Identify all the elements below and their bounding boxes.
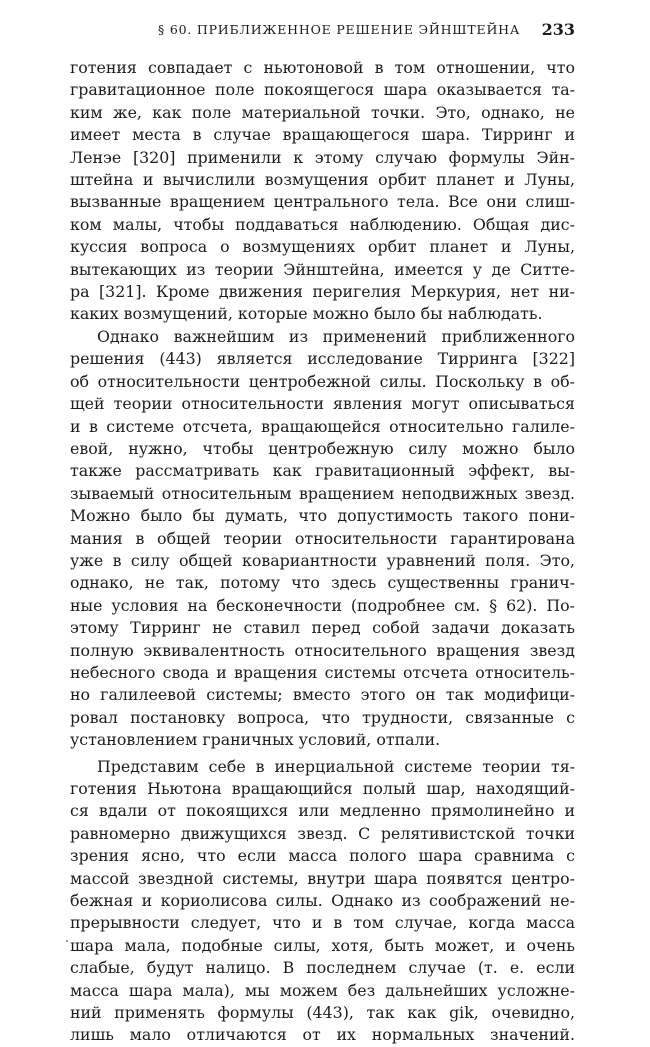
text-line: равномерно движущихся звезд. С релятивистской точки xyxy=(70,823,575,843)
text-line: слабые, будут налицо. В последнем случае (т. е. если xyxy=(70,958,575,978)
text-line: щей теории относительности явления могут описываться xyxy=(70,394,575,414)
text-line: имеет места в случае вращающегося шара. Тирринг и xyxy=(70,125,575,145)
text-line: ровал постановку вопроса, что трудности, связанные с xyxy=(70,707,575,727)
text-line: этому Тирринг не ставил перед собой задачи доказать xyxy=(70,618,575,638)
text-line: ком малы, чтобы поддаваться наблюдению. Общая дис- xyxy=(70,214,575,234)
text-line: лишь мало отличаются от их нормальных значений. xyxy=(70,1025,575,1045)
text-line: вызванные вращением центрального тела. Все они слиш- xyxy=(70,192,575,212)
text-line: зываемый относительным вращением неподвижных звезд. xyxy=(70,483,575,503)
text-line: об относительности центробежной силы. Поскольку в об- xyxy=(70,371,575,391)
text-line: прерывности следует, что и в том случае, когда масса xyxy=(70,913,575,933)
running-head xyxy=(70,20,575,44)
text-line: также рассматривать как гравитационный эффект, вы- xyxy=(70,461,575,481)
text-line: решения (443) является исследование Тирринга [322] xyxy=(70,349,575,369)
text-line: шара мала, подобные силы, хотя, быть может, и очень xyxy=(70,935,575,955)
text-line: ся вдали от покоящихся или медленно прямолинейно и xyxy=(70,801,575,821)
text-line: куссия вопроса о возмущениях орбит планет и Луны, xyxy=(70,237,575,257)
text-line: масса шара мала), мы можем без дальнейших усложне- xyxy=(70,980,575,1000)
text-line: евой, нужно, чтобы центробежную силу можно было xyxy=(70,438,575,458)
text-line: установлением граничных условий, отпали. xyxy=(70,730,441,750)
text-line: и в системе отсчета, вращающейся относительно галиле- xyxy=(70,416,575,436)
body-text xyxy=(70,57,575,1047)
text-line: Ленэе [320] применили к этому случаю формулы Эйн- xyxy=(70,147,575,167)
text-line: готения Ньютона вращающийся полый шар, находящий- xyxy=(70,779,575,798)
text-line: однако, не так, потому что здесь существенны гранич- xyxy=(70,573,575,593)
running-title: § 60. ПРИБЛИЖЕННОЕ РЕШЕНИЕ ЭЙНШТЕЙНА xyxy=(158,22,521,37)
text-line: уже в силу общей ковариантности уравнений поля. Это, xyxy=(70,550,575,570)
text-line: массой звездной системы, внутри шара появятся центро- xyxy=(70,868,575,888)
text-line: полную эквивалентность относительного вращения звезд xyxy=(70,640,575,660)
margin-speck xyxy=(66,940,68,942)
text-line: Однако важнейшим из применений приближенного xyxy=(97,326,575,346)
text-line: зрения ясно, что если масса полого шара сравнима с xyxy=(70,846,575,866)
text-line: Представим себе в инерциальной системе теории тя- xyxy=(97,756,575,776)
text-line: вытекающих из теории Эйнштейна, имеется у де Ситте- xyxy=(70,259,575,279)
text-line: ким же, как поле материальной точки. Это, однако, не xyxy=(70,102,575,122)
paragraph xyxy=(70,756,575,1047)
text-line: бежная и кориолисова силы. Однако из соображений не- xyxy=(70,891,575,911)
text-line: каких возмущений, которые можно было бы наблюдать. xyxy=(70,304,543,324)
text-line: Можно было бы думать, что допустимость такого пони- xyxy=(70,506,575,526)
text-line: ний применять формулы (443), так как gik, очевидно, xyxy=(70,1003,575,1023)
page-number: 233 xyxy=(541,20,575,39)
text-line: ные условия на бесконечности (подробнее см. § 62). По- xyxy=(70,595,575,615)
text-line: небесного свода и вращения системы отсчета относитель- xyxy=(70,662,575,682)
paragraph xyxy=(70,326,575,752)
text-line: штейна и вычислили возмущения орбит планет и Луны, xyxy=(70,170,575,190)
paragraph xyxy=(70,57,575,326)
text-line: мания в общей теории относительности гарантирована xyxy=(70,528,575,548)
text-line: ра [321]. Кроме движения перигелия Меркурия, нет ни- xyxy=(70,282,575,302)
text-line: готения совпадает с ньютоновой в том отношении, что xyxy=(70,58,575,77)
text-line: но галилеевой системы; вместо этого он так модифици- xyxy=(70,685,575,705)
text-line: гравитационное поле покоящегося шара оказывается та- xyxy=(70,80,575,100)
